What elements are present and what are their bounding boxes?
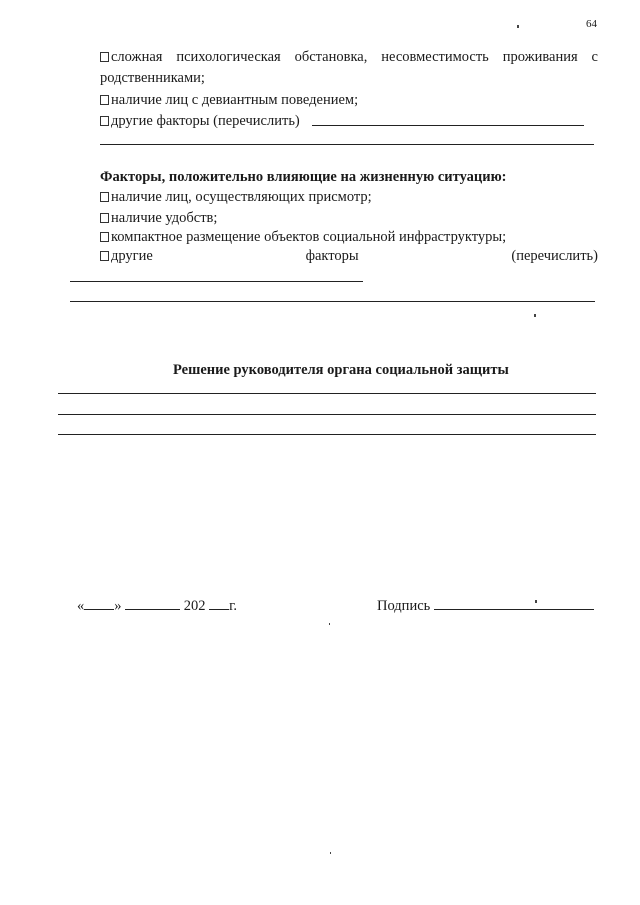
decision-heading: Решение руководителя органа социальной защиты xyxy=(173,362,509,378)
quote-close: » xyxy=(114,598,122,614)
fill-line[interactable] xyxy=(100,144,594,145)
scan-speck xyxy=(330,852,331,854)
page-number: 64 xyxy=(586,18,597,30)
decision-line-1[interactable] xyxy=(58,393,596,394)
positive-item-amenities: наличие удобств; xyxy=(100,210,217,227)
quote-open: « xyxy=(77,598,85,614)
scan-speck xyxy=(535,600,537,603)
checkbox[interactable] xyxy=(100,192,109,202)
day-blank[interactable] xyxy=(84,597,114,610)
justified-line-1 xyxy=(100,49,598,66)
checkbox[interactable] xyxy=(100,251,109,261)
positive-other-line xyxy=(100,248,598,265)
checkbox[interactable] xyxy=(100,213,109,223)
scan-speck xyxy=(517,25,519,28)
checkbox[interactable] xyxy=(100,52,109,62)
scan-speck xyxy=(329,623,330,625)
positive-item-supervision: наличие лиц, осуществляющих присмотр; xyxy=(100,189,372,206)
signature-field xyxy=(377,597,594,615)
signature-blank[interactable] xyxy=(434,597,594,610)
word-6: с xyxy=(591,49,598,65)
fill-line[interactable] xyxy=(312,125,584,126)
fill-line[interactable] xyxy=(70,301,595,302)
line-relatives: родственниками; xyxy=(100,70,205,86)
word-2: психологическая xyxy=(176,49,281,65)
fill-line[interactable] xyxy=(70,281,363,282)
year-prefix: 202 xyxy=(183,598,206,614)
positive-factors-heading: Факторы, положительно влияющие на жизненную ситуацию: xyxy=(100,169,507,185)
decision-line-3[interactable] xyxy=(58,434,596,435)
word-other: другие xyxy=(100,248,153,265)
item-other-factors: другие факторы (перечислить) xyxy=(100,113,300,130)
signature-label: Подпись xyxy=(377,598,431,614)
date-field xyxy=(77,597,237,615)
word-4: несовместимость xyxy=(381,49,489,65)
word-3: обстановка, xyxy=(294,49,368,65)
checkbox[interactable] xyxy=(100,232,109,242)
month-blank[interactable] xyxy=(125,597,180,610)
year-suffix: г. xyxy=(229,598,238,614)
checkbox[interactable] xyxy=(100,95,109,105)
scan-speck xyxy=(534,314,536,317)
word-factors: факторы xyxy=(305,248,359,264)
decision-line-2[interactable] xyxy=(58,414,596,415)
item-deviant: наличие лиц с девиантным поведением; xyxy=(100,92,358,109)
word-1: сложная xyxy=(100,49,162,66)
word-5: проживания xyxy=(502,49,578,65)
positive-item-infrastructure: компактное размещение объектов социальной инфраструктуры; xyxy=(100,229,506,246)
checkbox[interactable] xyxy=(100,116,109,126)
word-list: (перечислить) xyxy=(511,248,598,264)
year-blank[interactable] xyxy=(209,597,229,610)
